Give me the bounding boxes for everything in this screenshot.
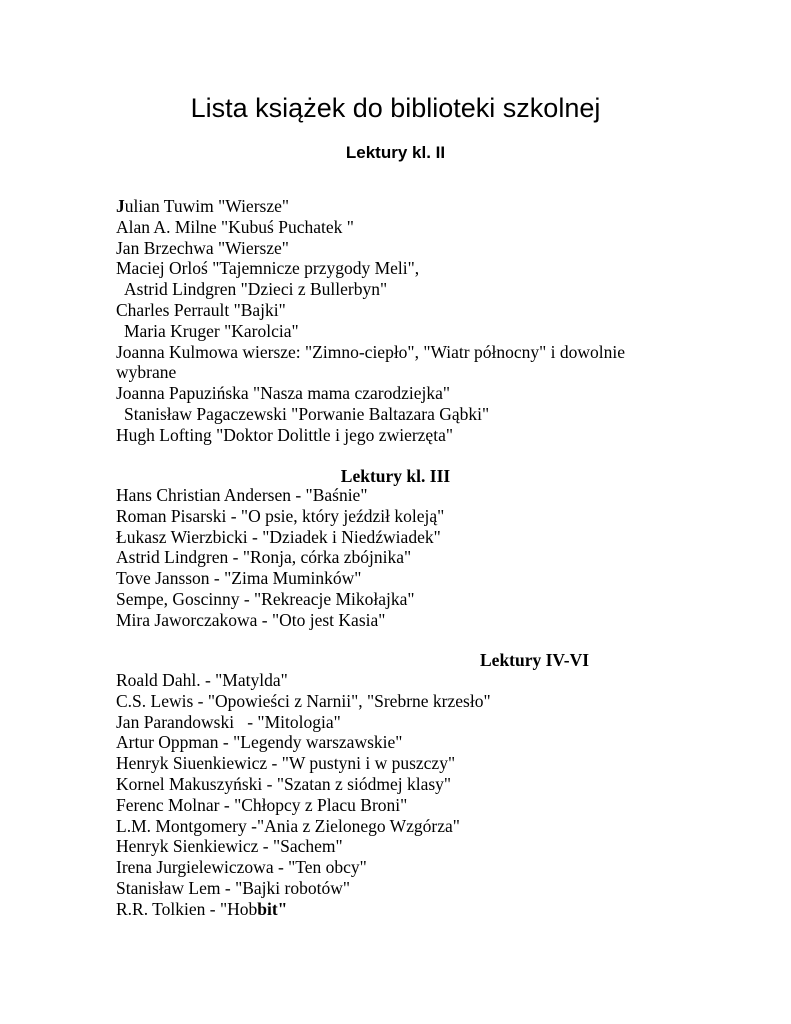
list-item: Sempe, Goscinny - "Rekreacje Mikołajka" xyxy=(116,588,415,609)
list-item: Kornel Makuszyński - "Szatan z siódmej klasy" xyxy=(116,773,452,794)
section-heading-grade-2: Lektury kl. II xyxy=(345,143,446,162)
list-item: Stanisław Pagaczewski "Porwanie Baltazara Gąbki" xyxy=(124,403,490,424)
list-item: Maria Kruger "Karolcia" xyxy=(124,320,299,341)
list-item: Alan A. Milne "Kubuś Puchatek " xyxy=(116,216,354,237)
list-item: Charles Perrault "Bajki" xyxy=(116,299,286,320)
list-item: Jan Parandowski - "Mitologia" xyxy=(116,711,341,732)
list-item: Stanisław Lem - "Bajki robotów" xyxy=(116,877,350,898)
list-item: Henryk Siuenkiewicz - "W pustyni i w puszczy" xyxy=(116,753,456,774)
list-item: Maciej Orloś "Tajemnicze przygody Meli", xyxy=(116,258,420,279)
list-item: Julian Tuwim "Wiersze" xyxy=(116,196,290,216)
list-item: Joanna Kulmowa wiersze: "Zimno-ciepło", "Wiatr północny" i dowolnie wybrane xyxy=(116,341,625,383)
list-item: Tove Jansson - "Zima Muminków" xyxy=(116,568,362,589)
bold-fragment: bit" xyxy=(257,898,288,919)
list-item: Hans Christian Andersen - "Baśnie" xyxy=(116,485,368,505)
section-heading-grade-3: Lektury kl. III xyxy=(340,466,451,486)
list-item: Jan Brzechwa "Wiersze" xyxy=(116,237,289,258)
list-item: Ferenc Molnar - "Chłopcy z Placu Broni" xyxy=(116,794,408,815)
book-list-grade-2 xyxy=(116,196,676,446)
list-item: Irena Jurgielewiczowa - "Ten obcy" xyxy=(116,857,367,878)
bold-initial: J xyxy=(116,196,125,216)
list-item: Roman Pisarski - "O psie, który jeździł koleją" xyxy=(116,505,445,526)
list-item: Henryk Sienkiewicz - "Sachem" xyxy=(116,836,343,857)
list-item: C.S. Lewis - "Opowieści z Narnii", "Srebrne krzesło" xyxy=(116,690,491,711)
list-item: Roald Dahl. - "Matylda" xyxy=(116,670,288,690)
list-item: L.M. Montgomery -"Ania z Zielonego Wzgórza" xyxy=(116,815,460,836)
list-item: Artur Oppman - "Legendy warszawskie" xyxy=(116,732,403,753)
list-item: Joanna Papuzińska "Nasza mama czarodziejka" xyxy=(116,383,451,404)
list-item: Mira Jaworczakowa - "Oto jest Kasia" xyxy=(116,609,386,630)
book-list-grade-3 xyxy=(116,485,676,631)
section-heading-grades-4-6: Lektury IV-VI xyxy=(480,650,590,670)
list-item: Łukasz Wierzbicki - "Dziadek i Niedźwiadek" xyxy=(116,526,441,547)
list-item: Astrid Lindgren "Dzieci z Bullerbyn" xyxy=(124,279,388,300)
book-list-grades-4-6 xyxy=(116,670,676,920)
list-item: R.R. Tolkien - "Hobbit" xyxy=(116,898,288,919)
list-item: Astrid Lindgren - "Ronja, córka zbójnika" xyxy=(116,547,412,568)
list-item: Hugh Lofting "Doktor Dolittle i jego zwierzęta" xyxy=(116,424,453,445)
document-title: Lista książek do biblioteki szkolnej xyxy=(190,93,601,123)
